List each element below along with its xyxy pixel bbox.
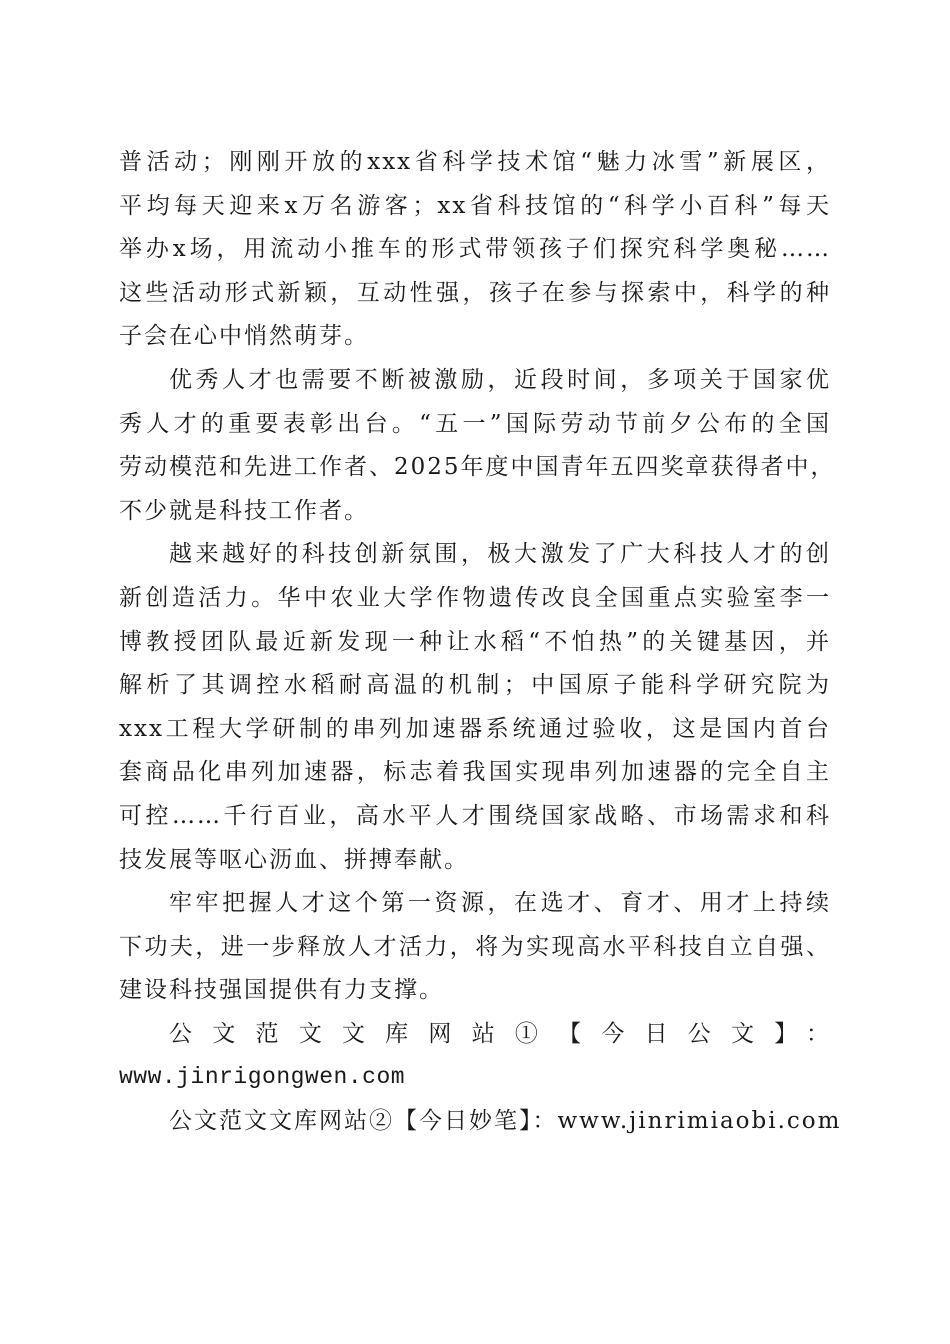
text-line: 技发展等呕心沥血、拼搏奉献。 — [119, 846, 469, 873]
text-line: 举办x场，用流动小推车的形式带领孩子们探究科学奥秘…… — [119, 236, 831, 263]
text-line: 建设科技强国提供有力支撑。 — [119, 977, 444, 1004]
text-line: 平均每天迎来x万名游客；xx省科技馆的“科学小百科”每天 — [119, 192, 831, 219]
website-link-2[interactable]: 公文范文文库网站②【今日妙笔】：www.jinrimiaobi.com — [169, 1108, 842, 1135]
website-link-1-url[interactable]: www.jinrigongwen.com — [119, 1064, 406, 1091]
text-line: 秀人才的重要表彰出台。“五一”国际劳动节前夕公布的全国 — [119, 410, 831, 437]
article-body — [119, 141, 842, 1144]
text-line: 子会在心中悄然萌芽。 — [119, 323, 369, 350]
text-line: xxx工程大学研制的串列加速器系统通过验收，这是国内首台 — [119, 715, 831, 742]
text-line: 可控……千行百业，高水平人才围绕国家战略、市场需求和科 — [119, 802, 831, 829]
text-line: 解析了其调控水稻耐高温的机制；中国原子能科学研究院为 — [119, 672, 831, 699]
text-line: 新创造活力。华中农业大学作物遗传改良全国重点实验室李一 — [119, 584, 831, 611]
text-line: 这些活动形式新颖，互动性强，孩子在参与探索中，科学的种 — [119, 279, 831, 306]
website-link-1-label: 公文范文文库网站①【今日公文】： — [169, 1020, 831, 1047]
text-line: 套商品化串列加速器，标志着我国实现串列加速器的完全自主 — [119, 759, 831, 786]
paragraph-first-line: 越来越好的科技创新氛围，极大激发了广大科技人才的创 — [169, 541, 831, 568]
paragraph-first-line: 优秀人才也需要不断被激励，近段时间，多项关于国家优 — [169, 366, 831, 393]
text-line: 普活动；刚刚开放的xxx省科学技术馆“魅力冰雪”新展区， — [119, 149, 831, 175]
text-line: 博教授团队最近新发现一种让水稻“不怕热”的关键基因，并 — [119, 628, 831, 655]
text-line: 下功夫，进一步释放人才活力，将为实现高水平科技自立自强、 — [119, 933, 831, 960]
text-line: 劳动模范和先进工作者、2025年度中国青年五四奖章获得者中， — [119, 454, 836, 481]
paragraph-first-line: 牢牢把握人才这个第一资源，在选才、育才、用才上持续 — [169, 890, 831, 917]
text-line: 不少就是科技工作者。 — [119, 497, 369, 524]
